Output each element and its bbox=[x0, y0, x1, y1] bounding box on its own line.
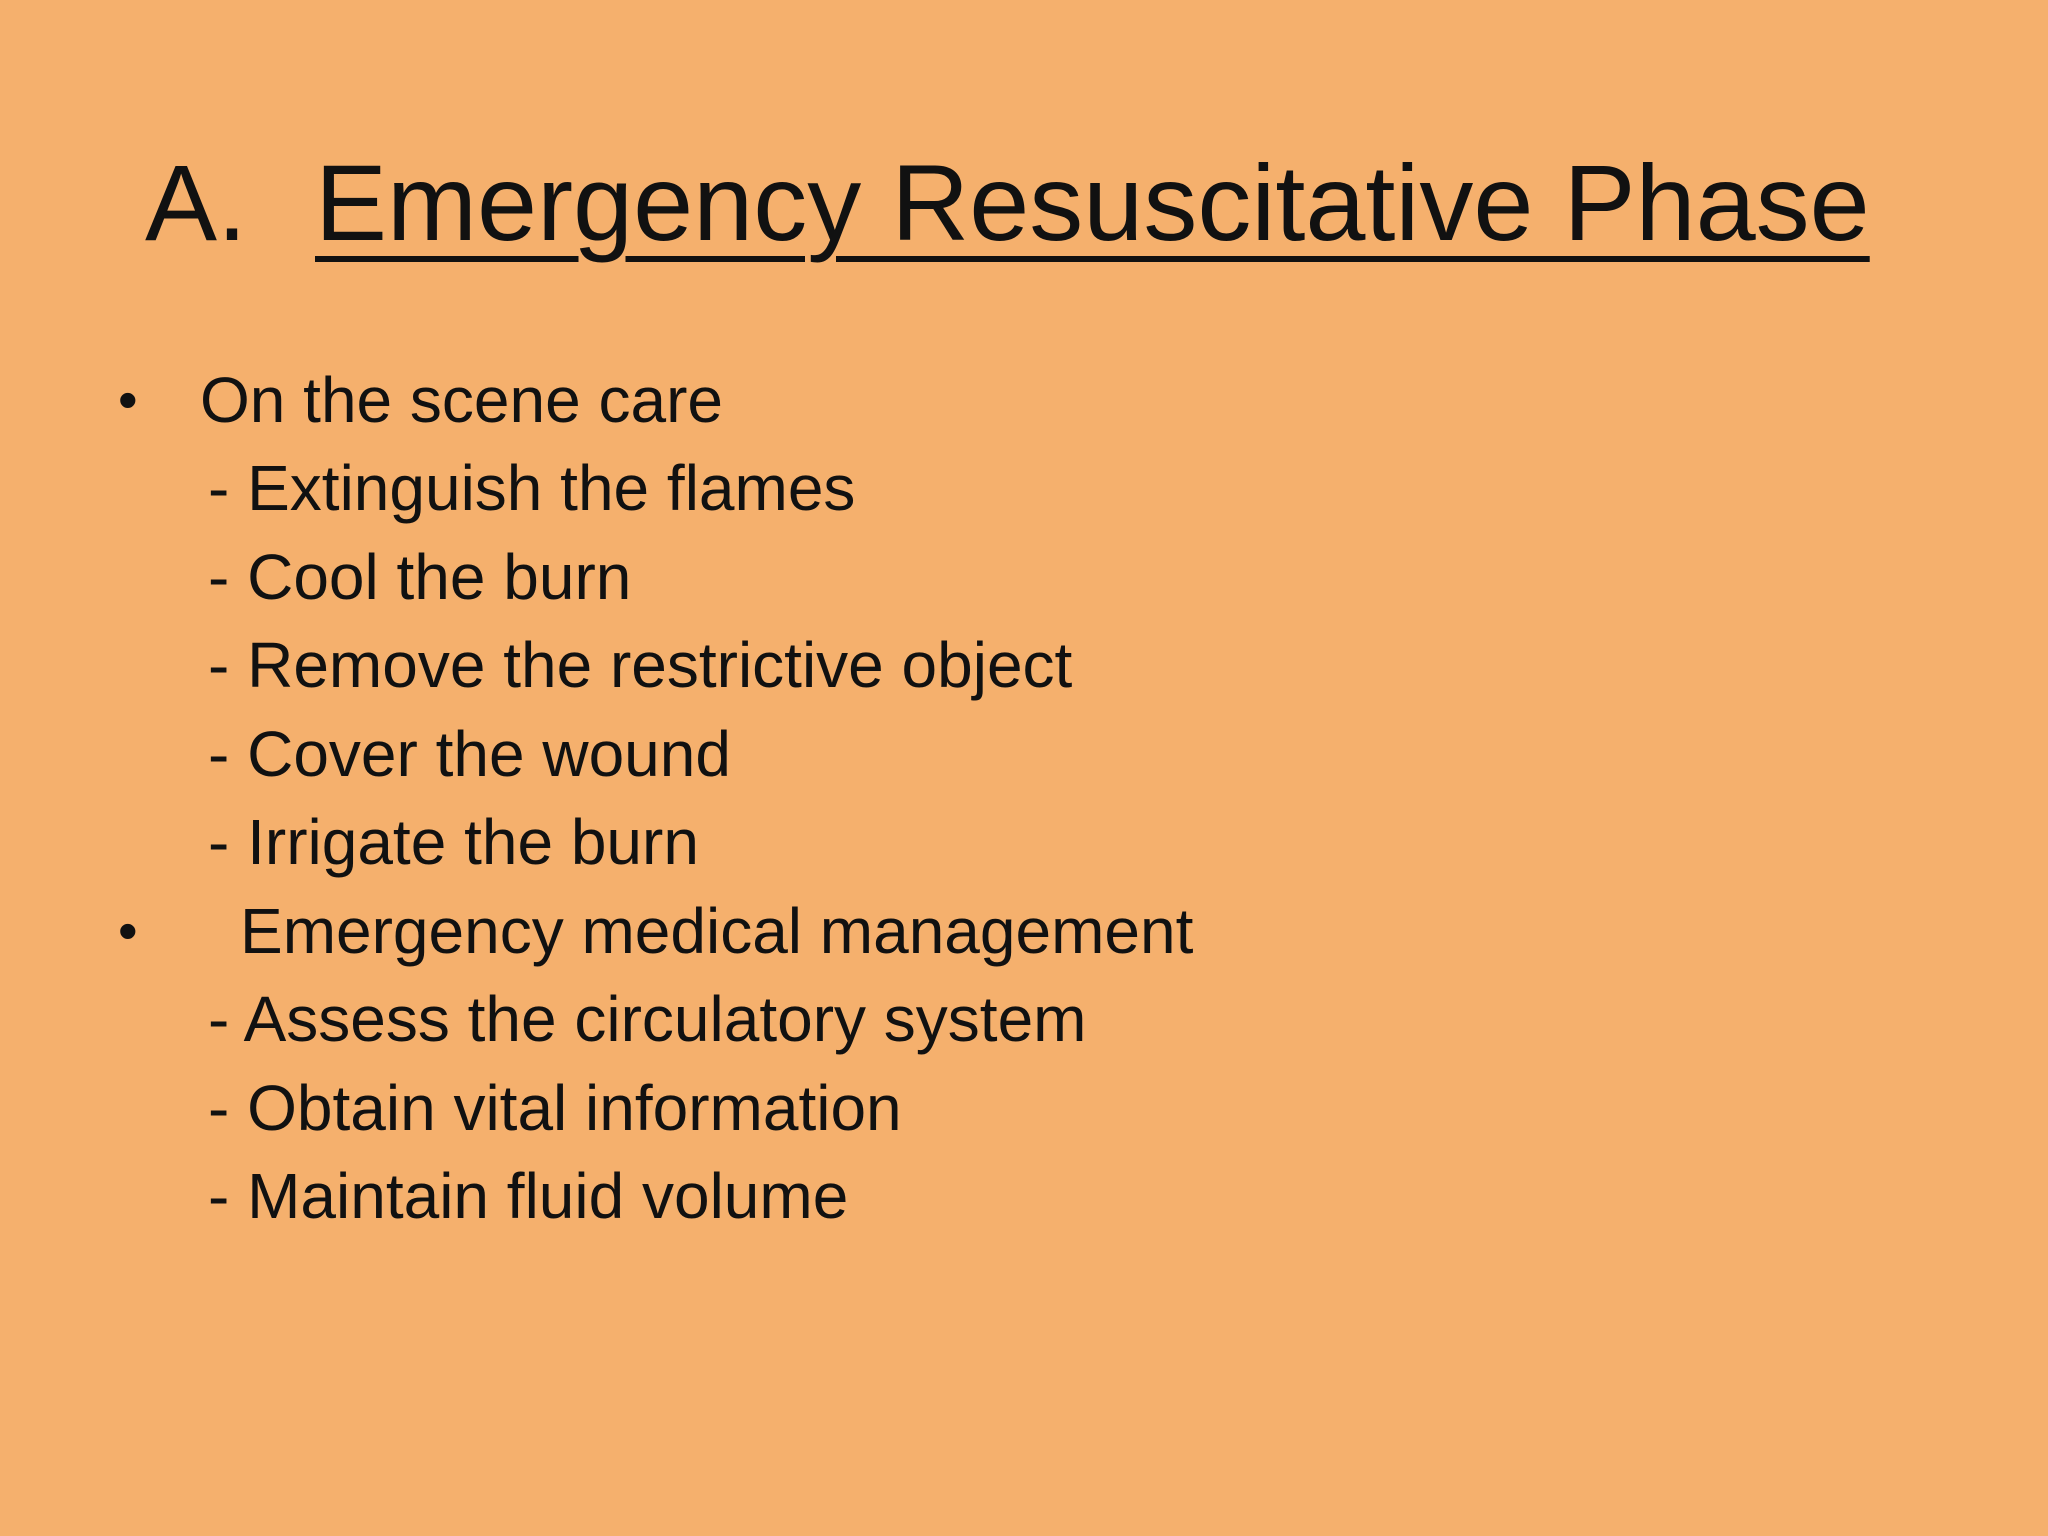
bullet-heading-emergency-management: Emergency medical management bbox=[240, 895, 1194, 967]
slide-title bbox=[145, 128, 1870, 278]
sub-item-assess-circulatory: - Assess the circulatory system bbox=[208, 983, 1087, 1055]
sub-item-maintain-fluid: - Maintain fluid volume bbox=[208, 1160, 849, 1232]
sub-item-obtain-vital-info: - Obtain vital information bbox=[208, 1072, 902, 1144]
sub-item-irrigate-burn: - Irrigate the burn bbox=[208, 806, 699, 878]
bullet-dot-2: • bbox=[118, 899, 138, 962]
sub-item-remove-object: - Remove the restrictive object bbox=[208, 629, 1073, 701]
sub-item-cool-burn: - Cool the burn bbox=[208, 541, 632, 613]
title-main: Emergency Resuscitative Phase bbox=[315, 142, 1870, 263]
sub-item-extinguish: - Extinguish the flames bbox=[208, 452, 856, 524]
title-prefix: A. bbox=[145, 142, 248, 263]
sub-item-cover-wound: - Cover the wound bbox=[208, 718, 731, 790]
bullet-dot-1: • bbox=[118, 368, 138, 431]
bullet-heading-on-scene-care: On the scene care bbox=[200, 364, 723, 436]
